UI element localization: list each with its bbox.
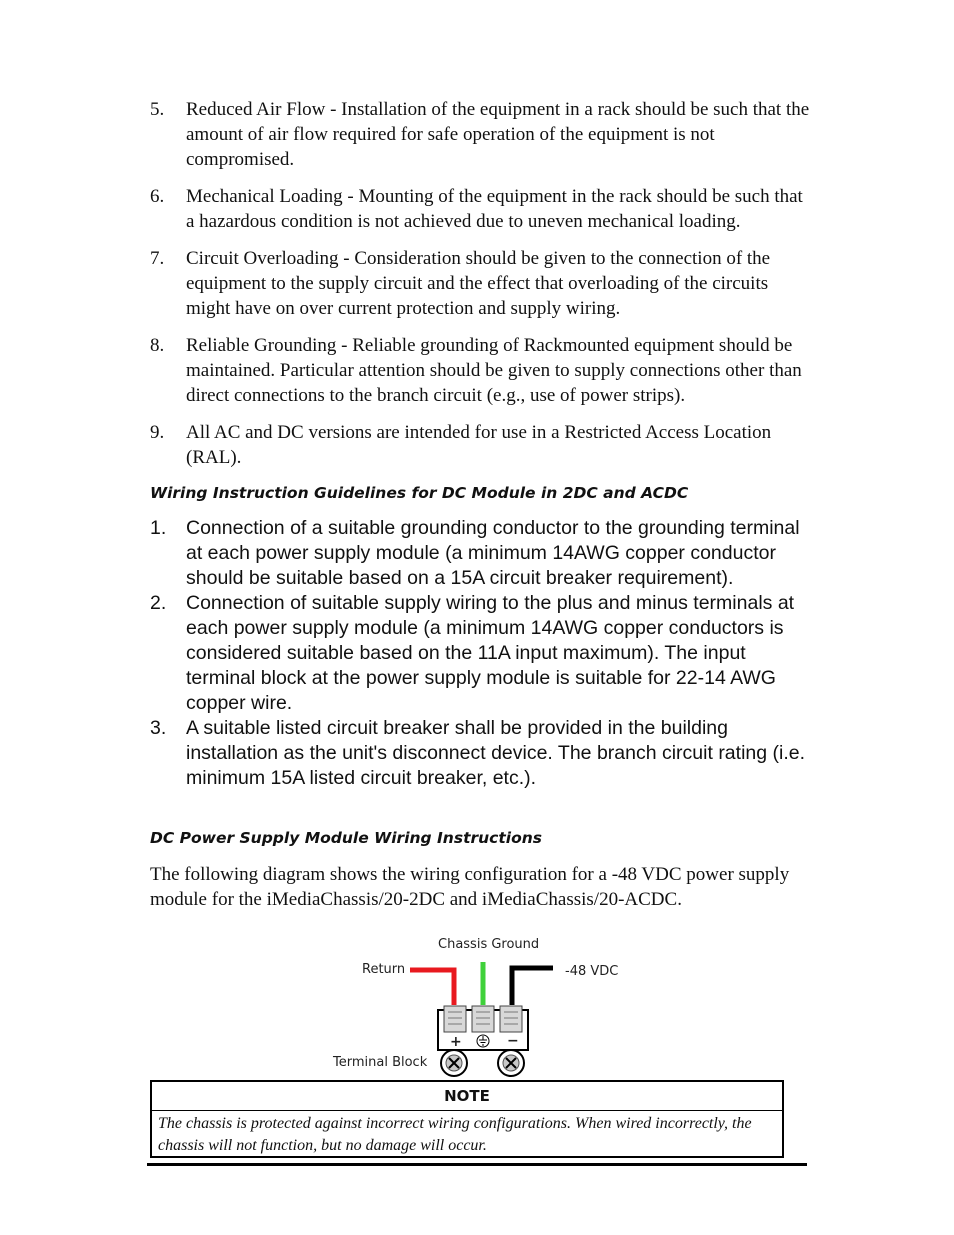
item-text: Connection of suitable supply wiring to the plus and minus terminals at each power supply module (a minimum 14AWG copper conductors is considered suitable based on the 11A input maximum). The input terminal block at the power supply module is suitable for 22-14 AWG copper wire. [186, 592, 795, 714]
item-number: 1. [150, 517, 167, 539]
list-item [150, 184, 810, 234]
intro-paragraph: The following diagram shows the wiring configuration for a -48 VDC power supply module for the iMediaChassis/20-2DC and iMediaChassis/20-ACDC. [150, 864, 790, 910]
terminal-screw-minus [500, 1006, 522, 1032]
note-text: The chassis is protected against incorrect wiring configurations. When wired incorrectly, the chassis will not function, but no damage will occur. [158, 1115, 752, 1154]
note-title: NOTE [152, 1082, 782, 1111]
list-item [150, 420, 810, 470]
item-number: 6. [150, 186, 165, 207]
item-number: 2. [150, 592, 167, 614]
item-number: 5. [150, 99, 165, 120]
list-item [150, 333, 810, 408]
item-text: Circuit Overloading - Consideration should be given to the connection of the equipment to the supply circuit and the effect that overloading of the circuits might have on over current protection and supply wiring. [186, 248, 771, 319]
return-wire [410, 970, 454, 1005]
list-item [150, 246, 810, 321]
list-item [150, 516, 810, 591]
bottom-rule [147, 1163, 807, 1166]
item-text: Reduced Air Flow - Installation of the equipment in a rack should be such that the amount of air flow required for safe operation of the equipment is not compromised. [186, 99, 810, 170]
item-number: 8. [150, 335, 165, 356]
list-item [150, 97, 810, 172]
safety-list [150, 97, 810, 482]
plus-symbol: + [450, 1034, 462, 1050]
mounting-screw-right-icon [498, 1050, 524, 1076]
note-box [150, 1080, 784, 1158]
wiring-list [150, 516, 810, 791]
negative-wire [512, 968, 553, 1005]
mounting-screw-left-icon [441, 1050, 467, 1076]
item-text: Connection of a suitable grounding conductor to the grounding terminal at each power supply module (a minimum 14AWG copper conductor should be suitable based on a 15A circuit breaker requirement). [186, 517, 800, 589]
list-item [150, 716, 810, 791]
terminal-screw-ground [472, 1006, 494, 1032]
wiring-guidelines-heading: Wiring Instruction Guidelines for DC Module in 2DC and ACDC [150, 484, 689, 502]
item-number: 7. [150, 248, 165, 269]
item-text: All AC and DC versions are intended for use in a Restricted Access Location (RAL). [186, 422, 772, 468]
minus-symbol: − [507, 1033, 519, 1049]
list-item [150, 591, 810, 716]
dc-wiring-heading: DC Power Supply Module Wiring Instructions [150, 829, 542, 847]
terminal-block-label: Terminal Block [333, 1055, 428, 1070]
return-label: Return [362, 962, 406, 977]
item-text: A suitable listed circuit breaker shall be provided in the building installation as the unit's disconnect device. The branch circuit rating (i.e. minimum 15A listed circuit breaker, etc.). [186, 717, 806, 789]
negative-48vdc-label: -48 VDC [565, 964, 619, 979]
item-text: Mechanical Loading - Mounting of the equipment in the rack should be such that a hazardous condition is not achieved due to uneven mechanical loading. [186, 186, 803, 232]
wiring-diagram [320, 930, 640, 1080]
chassis-ground-label: Chassis Ground [438, 937, 540, 952]
item-number: 9. [150, 422, 165, 443]
item-text: Reliable Grounding - Reliable grounding of Rackmounted equipment should be maintained. Particular attention should be given to supply connections other than direct connections to the branch circuit (e.g., use of power strips). [186, 335, 802, 406]
terminal-screw-plus [444, 1006, 466, 1032]
item-number: 3. [150, 717, 167, 739]
